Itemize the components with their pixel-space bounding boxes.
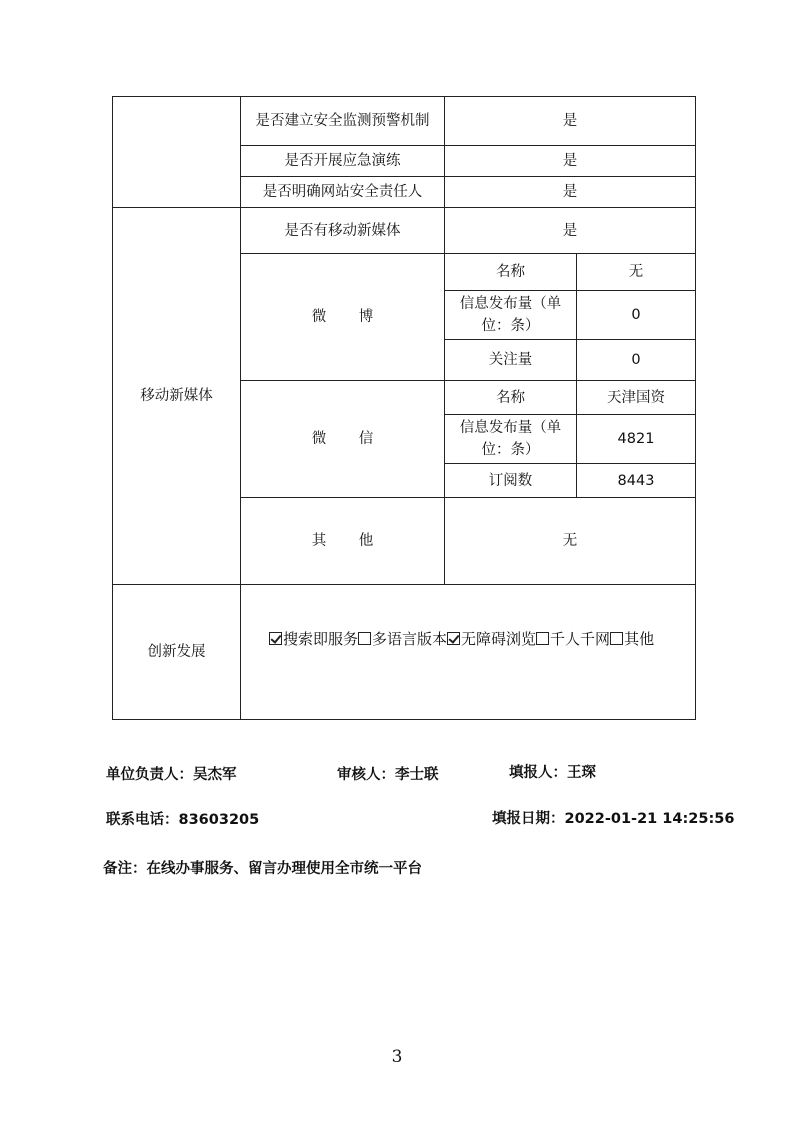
- weibo-name-label: 名称: [496, 264, 525, 280]
- has-mobile-media-value: 是: [562, 222, 578, 239]
- weixin-posts-value: 4821: [617, 431, 655, 447]
- row-value-drill: 是: [562, 153, 578, 169]
- footer-filler: 填报人：王琛: [509, 765, 596, 781]
- option-search-service: 搜索即服务: [283, 630, 359, 648]
- site-info-table: [112, 96, 696, 720]
- row-label-responsible: 是否明确网站安全责任人: [262, 184, 423, 200]
- option-multilingual: 多语言版本: [372, 630, 448, 648]
- weibo-follow-value: 0: [631, 352, 641, 368]
- section-mobile-media: 移动新媒体: [140, 388, 213, 404]
- innovation-options: [269, 628, 654, 649]
- weibo-label: 微 博: [311, 309, 388, 325]
- other-label: 其 他: [311, 533, 388, 549]
- has-mobile-media-label: 是否有移动新媒体: [284, 222, 401, 239]
- weibo-name-value: 无: [628, 264, 644, 280]
- option-personalized: 千人千网: [550, 630, 611, 648]
- footer-reviewer: 审核人：李士联: [337, 767, 439, 783]
- footer-date: 填报日期：2022-01-21 14:25:56: [492, 811, 735, 827]
- option-other: 其他: [624, 630, 655, 648]
- other-value: 无: [562, 533, 578, 549]
- option-accessibility: 无障碍浏览: [461, 630, 537, 648]
- checkbox-search-service[interactable]: [269, 632, 282, 645]
- weibo-follow-label: 关注量: [488, 352, 533, 368]
- footer-phone: 联系电话：83603205: [106, 812, 260, 828]
- row-label-monitoring: 是否建立安全监测预警机制: [255, 113, 430, 129]
- checkbox-accessibility[interactable]: [447, 632, 460, 645]
- weibo-posts-label: 信息发布量（单位：条）: [459, 296, 562, 334]
- weibo-posts-value: 0: [631, 307, 641, 323]
- weixin-subs-label: 订阅数: [488, 472, 533, 489]
- footer-note: 备注：在线办事服务、留言办理使用全市统一平台: [103, 861, 422, 877]
- weixin-subs-value: 8443: [617, 472, 655, 489]
- weixin-posts-label: 信息发布量（单位：条）: [459, 420, 562, 458]
- footer-leader: 单位负责人：吴杰军: [106, 767, 237, 783]
- checkbox-personalized[interactable]: [536, 632, 549, 645]
- weixin-label: 微 信: [311, 431, 388, 447]
- checkbox-other[interactable]: [610, 632, 623, 645]
- checkbox-multilingual[interactable]: [358, 632, 371, 645]
- page-number: 3: [391, 1047, 403, 1067]
- section-innovation: 创新发展: [147, 644, 206, 660]
- weixin-name-label: 名称: [496, 389, 525, 406]
- row-value-responsible: 是: [562, 184, 578, 200]
- weixin-name-value: 天津国资: [607, 389, 665, 406]
- row-label-drill: 是否开展应急演练: [284, 153, 401, 169]
- row-value-monitoring: 是: [562, 113, 578, 129]
